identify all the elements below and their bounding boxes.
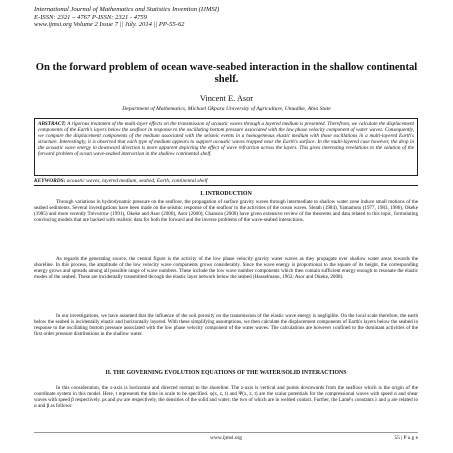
author-affiliation: Department of Mathematics, Michael Okpara University of Agriculture, Umudike, Abia State <box>122 106 331 112</box>
abstract-label: ABSTRACT: <box>38 121 66 127</box>
journal-issue: www.ijmsi.org Volume 2 Issue 7 || July. 2014 || PP-55-62 <box>34 21 185 29</box>
section2-paragraph-1: In this consideration, the x-axis is horizontal and directed normal to the shoreline. The z-axis is vertical and points downwards from the seafloor which is the origin of the coordinate system in this model. Here, t represents the time in scale to be specified. φ(x, z, t) and Ψ(x, z, t) are the scalar potentials for the compressional waves with speed α and shear waves with speed β respectively. ρs and ρw are respectively, the densities of the solid and water; the two of which are in welded contact. Further, the Lamé's constants λ and μ are related to α and β as follows: <box>34 385 418 410</box>
author-name: Vincent E. Asor <box>199 94 254 103</box>
journal-name: International Journal of Mathematics and Statistics Invention (IJMSI) <box>34 6 220 13</box>
footer-url: www.ijmsi.org <box>210 435 242 441</box>
section-heading-introduction: I. INTRODUCTION <box>200 191 252 197</box>
section-heading-governing-equations: II. THE GOVERNING EVOLUTION EQUATIONS OF THE WATER/SOLID INTERACTIONS <box>105 370 347 376</box>
keywords-label: KEYWORDS: <box>34 178 66 184</box>
journal-issn: E-ISSN: 2321 – 4767 P-ISSN: 2321 - 4759 <box>34 13 147 21</box>
keywords-text: acoustic waves, layered medium, seabed, Earth, continental shelf <box>66 178 208 184</box>
intro-paragraph-2: As regards the generating source, the central figure is the activity of the low phase velocity gravity water waves as they propagate over shallow water areas towards the shoreline. In this process, the amplitude of the low velocity wave components grows considerably. Since the wave energy is proportional to the square of its height, the corresponding energy grows and spreads among all possible range of wave numbers. These include the low wave number components which then contain sufficient energy enough to resonate the elastic modes of the seabed. These are incidentally transmitted through the elastic layer network below the seabed (Hasselmann, 1963; Asor and Okeke, 2008). <box>34 256 418 281</box>
intro-paragraph-3: In our investigations, we have assumed that the influence of the soil porosity on the transmission of the elastic wave energy is negligible. On the local scale therefore, the earth below the seabed is incidentally elastic and horizontally layered. With these simplifying assumptions, we then calculate the displacement components of Earth's layers below the seabed in response to the oscillating bottom pressure associated with the low phase velocity component of the water waves. The calculations are however confined to the dominant activities of the first order pressure distributions in the shallow water. <box>34 313 418 338</box>
paper-title: On the forward problem of ocean wave-seabed interaction in the shallow continental shelf. <box>35 62 418 85</box>
journal-header <box>34 6 424 29</box>
footer-page-number: 55 | P a g e <box>394 435 418 441</box>
abstract-box <box>34 118 418 176</box>
abstract-text: A rigorous treatment of the multi-layer effects on the transmission of acoustic waves through a layered medium is presented. Therefrom, we calculate the displacement components of the Earth's layers below the seafloor in response to the oscillating bottom pressure associated with the low phase velocity component of water waves. Consequently, we compare the displacement components of the medium associated with the seismic events in a homogeneous elastic medium with those oscillations in a multi-layered Earth's structure. Interestingly, it is observed that each type of medium appears to support acoustic waves trapped near the Earth's surface. In the multi-layered case however, the drop in the acoustic wave energy in downward direction is more apparent depicting the effect of wave refraction across the layers. This gives interesting revelations to the solution of the forward problem of ocean wave-seabed interaction in the shallow continental shelf. <box>38 121 414 158</box>
keywords <box>34 178 418 186</box>
intro-paragraph-1: Through variations in hydrodynamic pressure on the seafloor, the propagation of surface gravity waves through intermediate to shallow water zone induce small motions of the seabed sediments. Several investigations have been made on the seismic response of the seafloor to the activities of the ocean waves. Sleath (1984), Yamamoto (1977, 1983, 1986), Okeke (1985) and more recently Trevorrow (1991), Okeke and Asor (2000), Asor (2000), Chanson (2000) have given extensive review of the theorems and data related to this topic, formulating convincing models that are backed with realistic data for both the forward and the inverse problems of the wave-seabed interactions. <box>34 199 418 224</box>
page-footer <box>34 432 418 443</box>
